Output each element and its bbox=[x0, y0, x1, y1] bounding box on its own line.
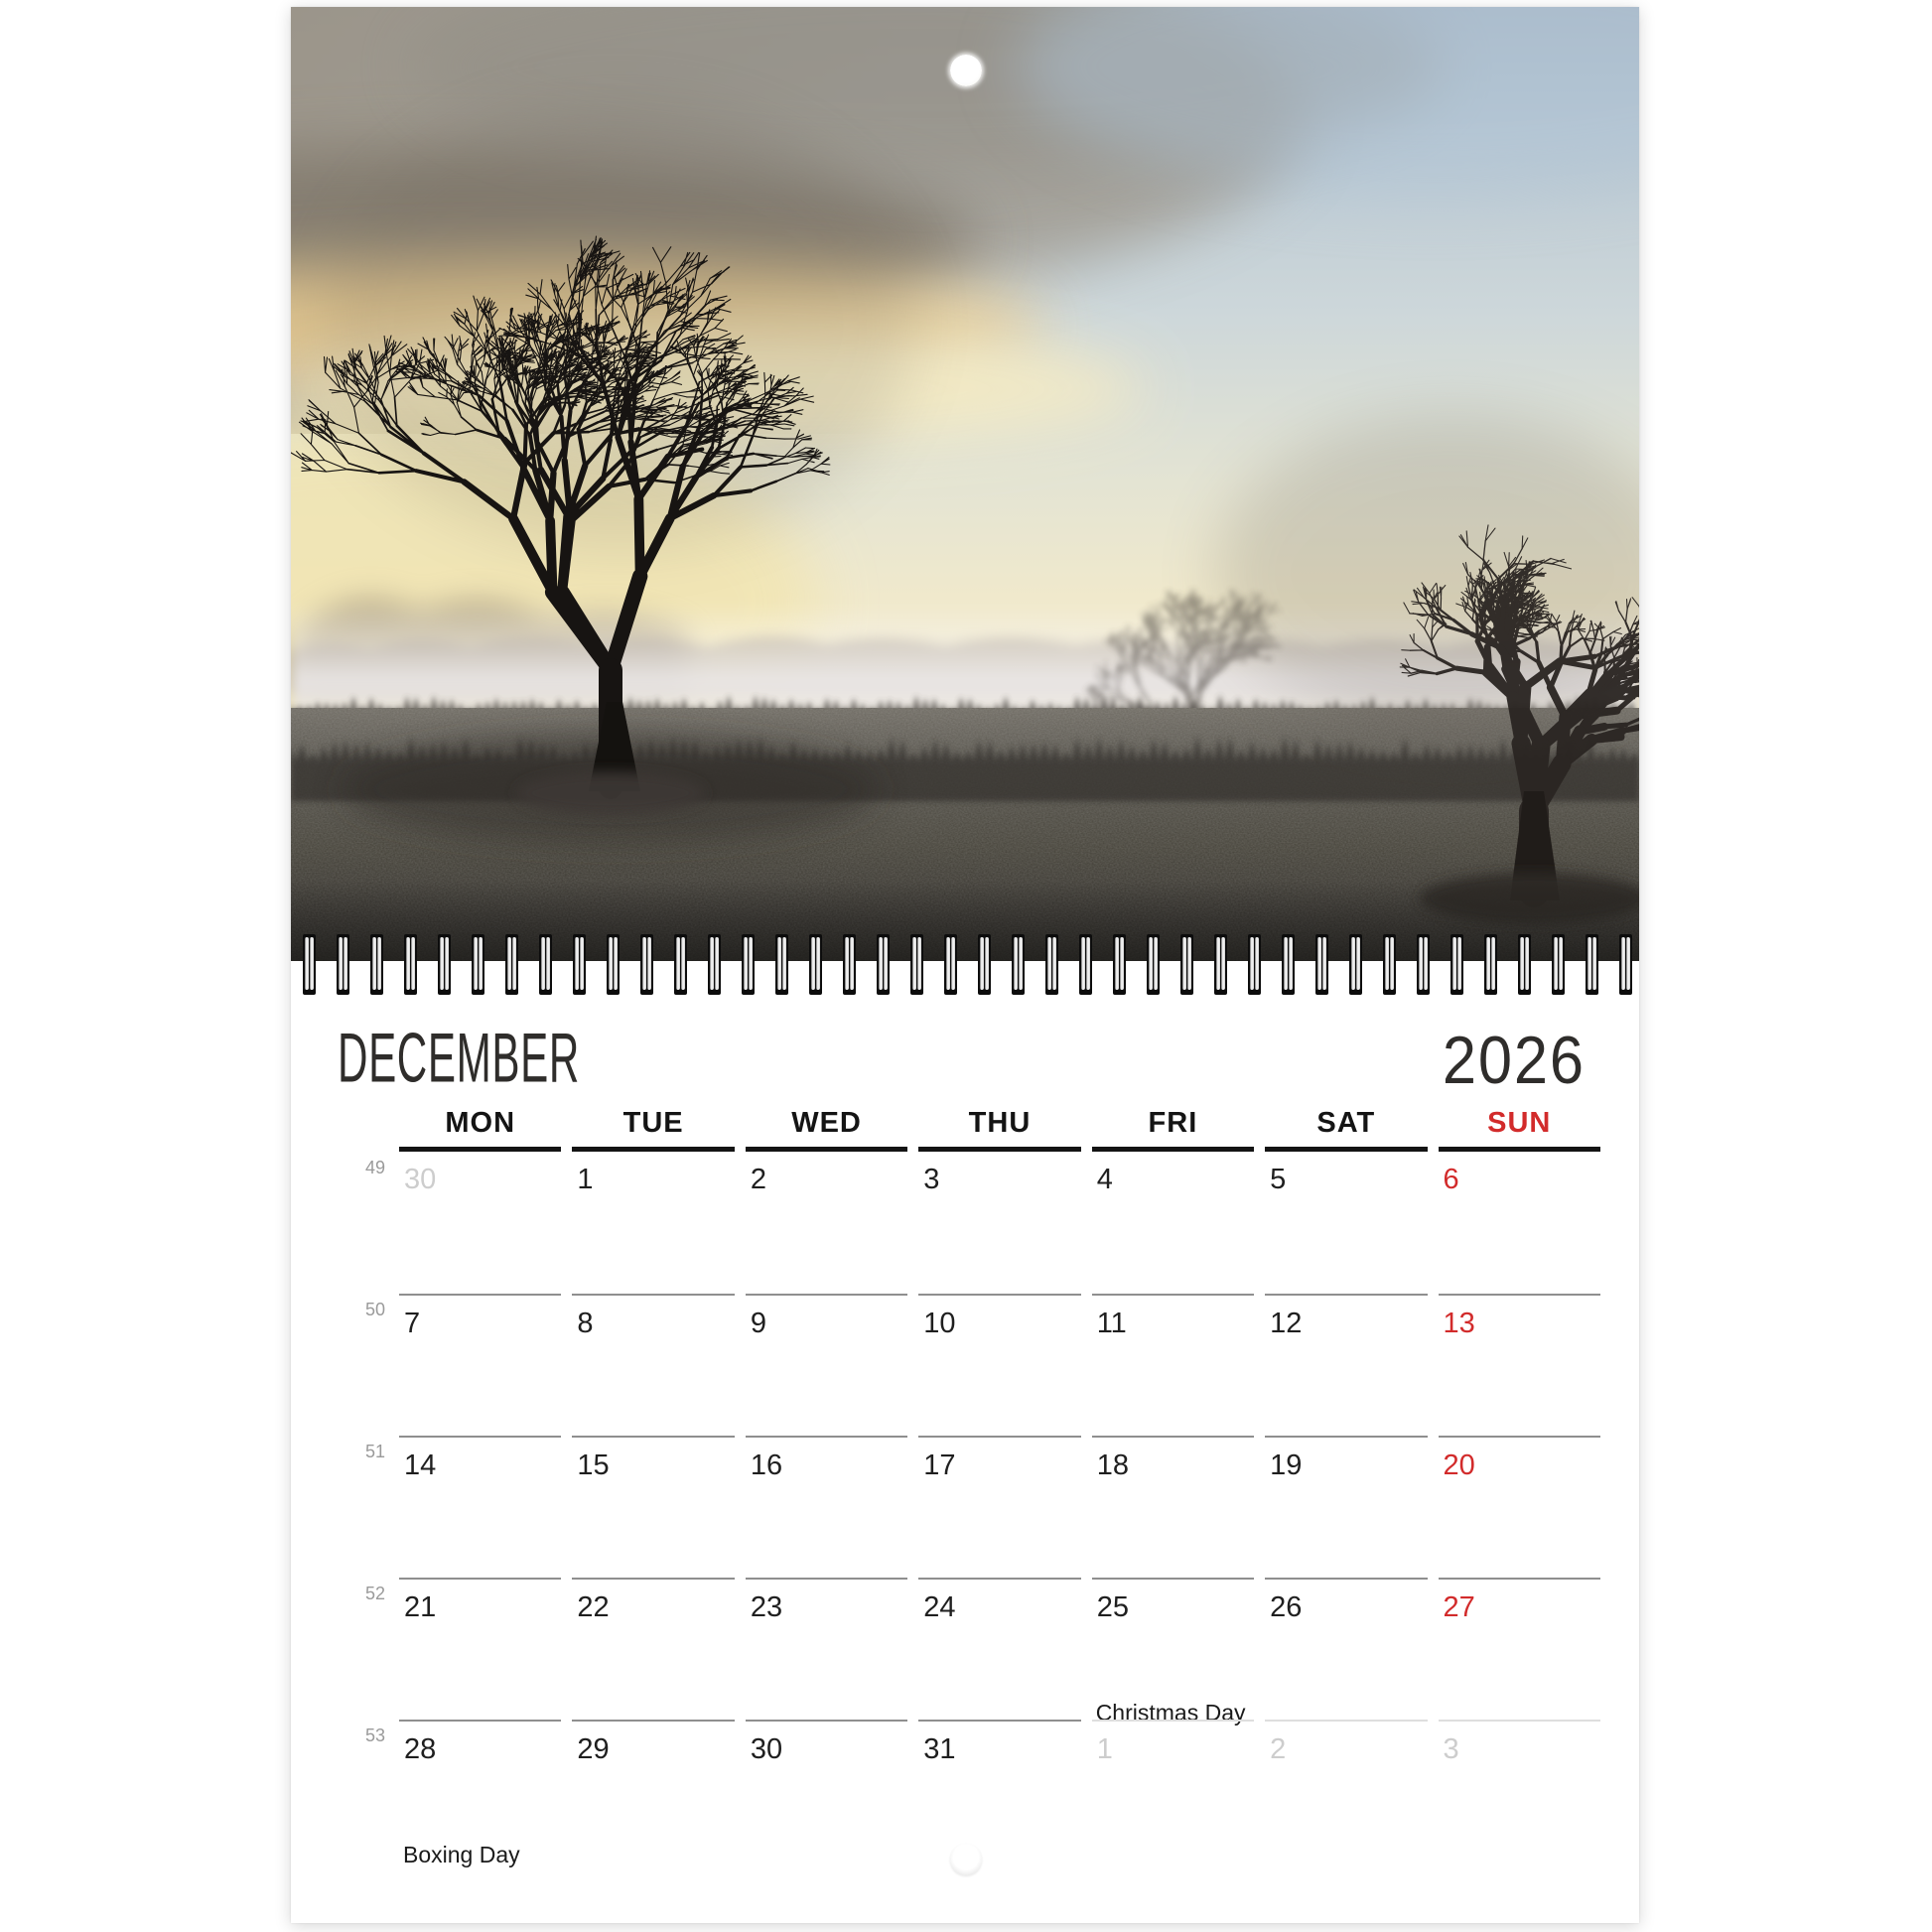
calendar-cell bbox=[746, 1578, 907, 1720]
date-number: 31 bbox=[923, 1733, 956, 1765]
date-number: 11 bbox=[1096, 1308, 1127, 1339]
hanger-hole-top bbox=[950, 55, 982, 86]
spiral-binding bbox=[291, 934, 1639, 996]
binding-slot bbox=[1552, 934, 1565, 995]
binding-wire bbox=[879, 937, 883, 990]
calendar-cell bbox=[1092, 1152, 1254, 1294]
date-number: 14 bbox=[404, 1449, 437, 1481]
date-number: 15 bbox=[577, 1449, 610, 1481]
canopy-haze-left bbox=[321, 101, 916, 548]
binding-slot bbox=[1214, 934, 1227, 995]
binding-slot bbox=[978, 934, 991, 995]
binding-slot bbox=[1619, 934, 1632, 995]
binding-wire bbox=[777, 937, 781, 990]
calendar-cell bbox=[1092, 1294, 1254, 1436]
binding-wire bbox=[816, 937, 820, 990]
calendar-cell bbox=[1265, 1720, 1427, 1862]
date-number: 6 bbox=[1443, 1164, 1459, 1195]
binding-slot bbox=[843, 934, 856, 995]
weekday-label: WED bbox=[791, 1107, 862, 1139]
date-number: 5 bbox=[1270, 1164, 1287, 1195]
binding-wire bbox=[912, 937, 916, 990]
binding-wire bbox=[474, 937, 478, 990]
binding-wire bbox=[1154, 937, 1158, 990]
binding-wire bbox=[1621, 937, 1625, 990]
binding-wire bbox=[850, 937, 854, 990]
binding-slot bbox=[303, 934, 316, 995]
binding-slot bbox=[640, 934, 653, 995]
month-title: DECEMBER bbox=[338, 1019, 580, 1098]
date-number: 19 bbox=[1270, 1449, 1303, 1481]
binding-wire bbox=[305, 937, 309, 990]
binding-slot bbox=[539, 934, 552, 995]
weekday-label: FRI bbox=[1148, 1107, 1198, 1139]
binding-wire bbox=[1592, 937, 1596, 990]
week-number: 52 bbox=[364, 1584, 385, 1603]
weekday-header-fri bbox=[1092, 1099, 1254, 1152]
binding-wire bbox=[1486, 937, 1490, 990]
holiday-label: Boxing Day bbox=[403, 1842, 520, 1867]
binding-wire bbox=[1491, 937, 1495, 990]
date-number: 30 bbox=[750, 1733, 783, 1765]
week-row-52 bbox=[364, 1578, 1600, 1725]
binding-slot bbox=[944, 934, 957, 995]
binding-slot bbox=[573, 934, 586, 995]
binding-wire bbox=[647, 937, 651, 990]
binding-slot bbox=[674, 934, 687, 995]
binding-wire bbox=[1182, 937, 1186, 990]
date-number: 17 bbox=[923, 1449, 956, 1481]
weekday-header-sun bbox=[1439, 1099, 1600, 1152]
week-row-50 bbox=[364, 1294, 1600, 1436]
binding-wire bbox=[980, 937, 984, 990]
winter-trees-photo bbox=[291, 7, 1639, 961]
calendar-cell bbox=[399, 1578, 561, 1720]
date-number: 20 bbox=[1443, 1449, 1475, 1481]
calendar-cell bbox=[918, 1720, 1080, 1862]
binding-wire bbox=[507, 937, 511, 990]
date-number: 22 bbox=[577, 1591, 610, 1623]
calendar-cell bbox=[399, 1436, 561, 1578]
week-number: 49 bbox=[364, 1158, 385, 1177]
binding-slot bbox=[910, 934, 923, 995]
calendar-cell bbox=[1265, 1578, 1427, 1720]
binding-wire bbox=[440, 937, 444, 990]
binding-wire bbox=[1317, 937, 1321, 990]
calendar-cell bbox=[918, 1436, 1080, 1578]
binding-wire bbox=[546, 937, 550, 990]
binding-wire bbox=[1520, 937, 1524, 990]
binding-wire bbox=[1289, 937, 1293, 990]
binding-wire bbox=[1221, 937, 1225, 990]
binding-wire bbox=[541, 937, 545, 990]
binding-wire bbox=[811, 937, 815, 990]
binding-slot bbox=[1147, 934, 1160, 995]
binding-wire bbox=[1452, 937, 1456, 990]
binding-wire bbox=[1047, 937, 1051, 990]
calendar-cell bbox=[572, 1436, 734, 1578]
binding-wire bbox=[1019, 937, 1023, 990]
binding-wire bbox=[1626, 937, 1630, 990]
binding-slot bbox=[809, 934, 822, 995]
date-number: 25 bbox=[1096, 1591, 1129, 1623]
binding-wire bbox=[1322, 937, 1326, 990]
binding-wire bbox=[1052, 937, 1056, 990]
binding-wire bbox=[1216, 937, 1220, 990]
date-number: 13 bbox=[1443, 1308, 1475, 1339]
date-number: 4 bbox=[1096, 1164, 1113, 1195]
binding-wire bbox=[1081, 937, 1085, 990]
binding-wire bbox=[1120, 937, 1124, 990]
photo-panel bbox=[291, 7, 1639, 961]
binding-wire bbox=[1149, 937, 1153, 990]
calendar-cell bbox=[572, 1294, 734, 1436]
binding-wire bbox=[1115, 937, 1119, 990]
weekday-header-sat bbox=[1265, 1099, 1427, 1152]
weekday-header-wed bbox=[746, 1099, 907, 1152]
binding-wire bbox=[676, 937, 680, 990]
binding-slot bbox=[1518, 934, 1531, 995]
binding-slot bbox=[1450, 934, 1463, 995]
binding-slot bbox=[1248, 934, 1261, 995]
week-number: 53 bbox=[364, 1725, 385, 1745]
binding-slot bbox=[1012, 934, 1025, 995]
binding-wire bbox=[1351, 937, 1355, 990]
date-number: 27 bbox=[1443, 1591, 1475, 1623]
calendar-cell bbox=[572, 1578, 734, 1720]
binding-wire bbox=[445, 937, 449, 990]
calendar-cell bbox=[1265, 1152, 1427, 1294]
date-number: 18 bbox=[1096, 1449, 1129, 1481]
binding-wire bbox=[1390, 937, 1394, 990]
date-number: 3 bbox=[923, 1164, 940, 1195]
weekday-label: SAT bbox=[1316, 1107, 1376, 1139]
calendar-cell bbox=[1439, 1436, 1600, 1578]
calendar-cell bbox=[1439, 1720, 1600, 1862]
date-number: 30 bbox=[404, 1164, 437, 1195]
weekday-header-tue bbox=[572, 1099, 734, 1152]
binding-wire bbox=[1587, 937, 1591, 990]
calendar-cell bbox=[572, 1152, 734, 1294]
calendar-cell bbox=[746, 1720, 907, 1862]
date-number: 16 bbox=[750, 1449, 783, 1481]
date-number: 7 bbox=[404, 1308, 421, 1339]
binding-wire bbox=[1559, 937, 1563, 990]
binding-slot bbox=[607, 934, 620, 995]
date-number: 26 bbox=[1270, 1591, 1303, 1623]
binding-wire bbox=[715, 937, 719, 990]
hanger-hole-bottom bbox=[950, 1844, 982, 1875]
binding-slot bbox=[1349, 934, 1362, 995]
binding-wire bbox=[614, 937, 618, 990]
calendar-cell bbox=[1439, 1152, 1600, 1294]
binding-wire bbox=[1525, 937, 1529, 990]
binding-wire bbox=[884, 937, 888, 990]
week-row-51 bbox=[364, 1436, 1600, 1578]
binding-wire bbox=[951, 937, 955, 990]
week-row-49 bbox=[364, 1152, 1600, 1294]
binding-slot bbox=[370, 934, 383, 995]
binding-slot bbox=[1315, 934, 1328, 995]
weekday-header-mon bbox=[399, 1099, 561, 1152]
binding-wire bbox=[377, 937, 381, 990]
calendar-cell bbox=[572, 1720, 734, 1862]
date-number: 2 bbox=[1270, 1733, 1287, 1765]
weeks-container bbox=[364, 1152, 1600, 1867]
weekday-label: SUN bbox=[1487, 1107, 1552, 1139]
date-number: 10 bbox=[923, 1308, 956, 1339]
calendar-cell bbox=[1092, 1436, 1254, 1578]
binding-slot bbox=[472, 934, 484, 995]
calendar-cell bbox=[399, 1294, 561, 1436]
week-row-53 bbox=[364, 1720, 1600, 1867]
binding-wire bbox=[575, 937, 579, 990]
calendar-cell bbox=[746, 1152, 907, 1294]
binding-slot bbox=[1417, 934, 1430, 995]
binding-wire bbox=[1255, 937, 1259, 990]
binding-wire bbox=[1554, 937, 1558, 990]
date-number: 29 bbox=[577, 1733, 610, 1765]
binding-slot bbox=[775, 934, 788, 995]
date-number: 24 bbox=[923, 1591, 956, 1623]
binding-slot bbox=[1113, 934, 1126, 995]
binding-wire bbox=[411, 937, 415, 990]
date-number: 9 bbox=[750, 1308, 766, 1339]
binding-wire bbox=[681, 937, 685, 990]
binding-slot bbox=[877, 934, 890, 995]
title-row bbox=[338, 1019, 1586, 1098]
binding-wire bbox=[1250, 937, 1254, 990]
binding-wire bbox=[310, 937, 314, 990]
binding-wire bbox=[1356, 937, 1360, 990]
date-number: 1 bbox=[577, 1164, 594, 1195]
weekday-header-row bbox=[399, 1099, 1600, 1152]
calendar-cell bbox=[1439, 1578, 1600, 1720]
binding-wire bbox=[985, 937, 989, 990]
calendar-cell bbox=[399, 1152, 561, 1294]
binding-wire bbox=[710, 937, 714, 990]
binding-wire bbox=[609, 937, 613, 990]
weekday-label: THU bbox=[968, 1107, 1032, 1139]
binding-wire bbox=[580, 937, 584, 990]
binding-slot bbox=[337, 934, 349, 995]
date-number: 2 bbox=[750, 1164, 766, 1195]
binding-slot bbox=[742, 934, 755, 995]
calendar-cell bbox=[918, 1152, 1080, 1294]
binding-slot bbox=[1383, 934, 1396, 995]
date-number: 28 bbox=[404, 1733, 437, 1765]
weekday-label: MON bbox=[445, 1107, 516, 1139]
binding-wire bbox=[512, 937, 516, 990]
calendar-cell bbox=[918, 1294, 1080, 1436]
binding-wire bbox=[1385, 937, 1389, 990]
binding-wire bbox=[479, 937, 483, 990]
calendar-cell bbox=[1265, 1294, 1427, 1436]
binding-wire bbox=[1014, 937, 1018, 990]
binding-wire bbox=[1086, 937, 1090, 990]
calendar-cell bbox=[1439, 1294, 1600, 1436]
binding-wire bbox=[1424, 937, 1428, 990]
date-number: 8 bbox=[577, 1308, 594, 1339]
binding-slot bbox=[1586, 934, 1598, 995]
binding-wire bbox=[406, 937, 410, 990]
binding-wire bbox=[782, 937, 786, 990]
binding-slot bbox=[1180, 934, 1193, 995]
binding-wire bbox=[1457, 937, 1461, 990]
date-number: 23 bbox=[750, 1591, 783, 1623]
date-number: 21 bbox=[404, 1591, 437, 1623]
binding-wire bbox=[749, 937, 753, 990]
binding-slot bbox=[438, 934, 451, 995]
binding-wire bbox=[642, 937, 646, 990]
calendar-cell bbox=[1265, 1436, 1427, 1578]
binding-slot bbox=[708, 934, 721, 995]
calendar-page bbox=[291, 7, 1639, 1923]
binding-wire bbox=[372, 937, 376, 990]
weekday-label: TUE bbox=[622, 1107, 684, 1139]
year-title: 2026 bbox=[1443, 1022, 1586, 1098]
date-number: 3 bbox=[1443, 1733, 1459, 1765]
binding-slot bbox=[505, 934, 518, 995]
binding-wire bbox=[344, 937, 347, 990]
week-number: 50 bbox=[364, 1300, 385, 1319]
binding-wire bbox=[946, 937, 950, 990]
date-number: 1 bbox=[1096, 1733, 1113, 1765]
binding-wire bbox=[339, 937, 343, 990]
calendar-cell bbox=[1092, 1578, 1254, 1725]
binding-wire bbox=[1284, 937, 1288, 990]
calendar-cell bbox=[746, 1436, 907, 1578]
calendar-cell bbox=[1092, 1720, 1254, 1862]
weekday-header-thu bbox=[918, 1099, 1080, 1152]
calendar-cell bbox=[399, 1720, 561, 1867]
binding-slot bbox=[1282, 934, 1295, 995]
calendar-cell bbox=[918, 1578, 1080, 1720]
holiday-label: Christmas Day bbox=[1095, 1700, 1246, 1725]
binding-slot bbox=[1484, 934, 1497, 995]
calendar-cell bbox=[746, 1294, 907, 1436]
calendar-grid bbox=[364, 1099, 1600, 1867]
binding-slot bbox=[1045, 934, 1058, 995]
binding-wire bbox=[744, 937, 748, 990]
binding-wire bbox=[1419, 937, 1423, 990]
week-number: 51 bbox=[364, 1442, 385, 1461]
date-number: 12 bbox=[1270, 1308, 1303, 1339]
binding-slot bbox=[404, 934, 417, 995]
binding-slot bbox=[1079, 934, 1092, 995]
binding-wire bbox=[1187, 937, 1191, 990]
binding-wire bbox=[845, 937, 849, 990]
binding-wire bbox=[917, 937, 921, 990]
